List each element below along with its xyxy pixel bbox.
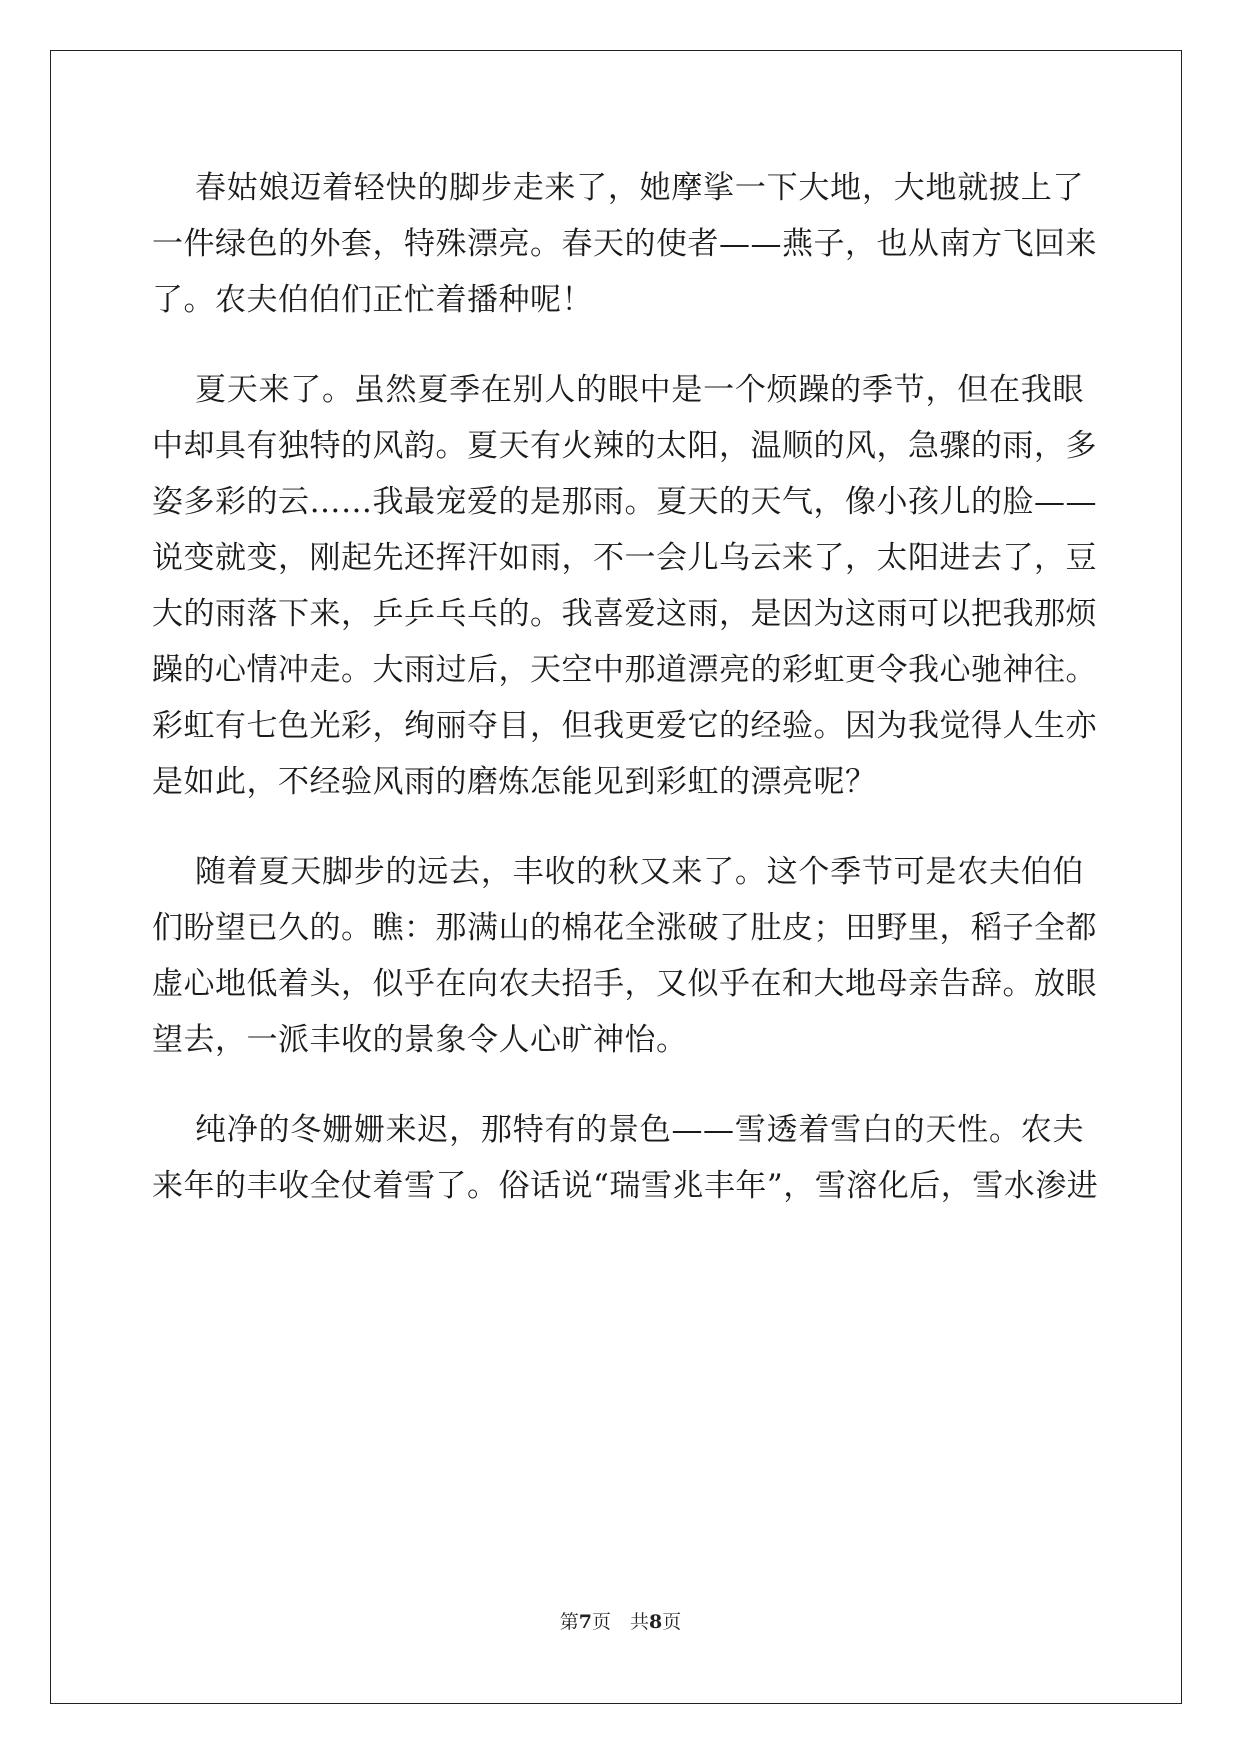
text-line: 随着夏天脚步的远去，丰收的秋又来了。这个季节可是农夫伯伯: [195, 854, 1084, 890]
page-prefix: 第: [559, 1611, 579, 1633]
text-line: 纯净的冬姗姗来迟，那特有的景色——雪透着雪白的天性。农夫: [195, 1112, 1084, 1148]
page-total: 8: [649, 1611, 663, 1633]
text-line: 躁的心情冲走。大雨过后，天空中那道漂亮的彩虹更令我心驰神往。: [152, 652, 1097, 688]
page-number: [0, 1610, 1241, 1634]
text-line: 姿多彩的云……我最宠爱的是那雨。夏天的天气，像小孩儿的脸——: [152, 484, 1097, 520]
text-line: 中却具有独特的风韵。夏天有火辣的太阳，温顺的风，急骤的雨，多: [152, 428, 1097, 464]
page-suffix: 页: [662, 1611, 682, 1633]
text-line: 来年的丰收全仗着雪了。俗话说“瑞雪兆丰年”，雪溶化后，雪水渗进: [152, 1168, 1099, 1204]
text-line: 夏天来了。虽然夏季在别人的眼中是一个烦躁的季节，但在我眼: [195, 372, 1084, 408]
text-line: 一件绿色的外套，特殊漂亮。春天的使者——燕子，也从南方飞回来: [152, 226, 1097, 262]
text-line: 大的雨落下来，乒乒乓乓的。我喜爱这雨，是因为这雨可以把我那烦: [152, 596, 1097, 632]
text-line: 了。农夫伯伯们正忙着播种呢！: [152, 282, 593, 318]
text-line: 春姑娘迈着轻快的脚步走来了，她摩挲一下大地，大地就披上了: [195, 170, 1084, 206]
text-line: 望去，一派丰收的景象令人心旷神怡。: [152, 1022, 688, 1058]
text-line: 虚心地低着头，似乎在向农夫招手，又似乎在和大地母亲告辞。放眼: [152, 966, 1097, 1002]
text-line: 彩虹有七色光彩，绚丽夺目，但我更爱它的经验。因为我觉得人生亦: [152, 708, 1097, 744]
text-line: 是如此，不经验风雨的磨炼怎能见到彩虹的漂亮呢？: [152, 764, 877, 800]
text-line: 说变就变，刚起先还挥汗如雨，不一会儿乌云来了，太阳进去了，豆: [152, 540, 1097, 576]
text-line: 们盼望已久的。瞧：那满山的棉花全涨破了肚皮；田野里，稻子全都: [152, 910, 1097, 946]
page-current: 7: [578, 1611, 592, 1633]
page-mid: 页 共: [591, 1611, 649, 1633]
